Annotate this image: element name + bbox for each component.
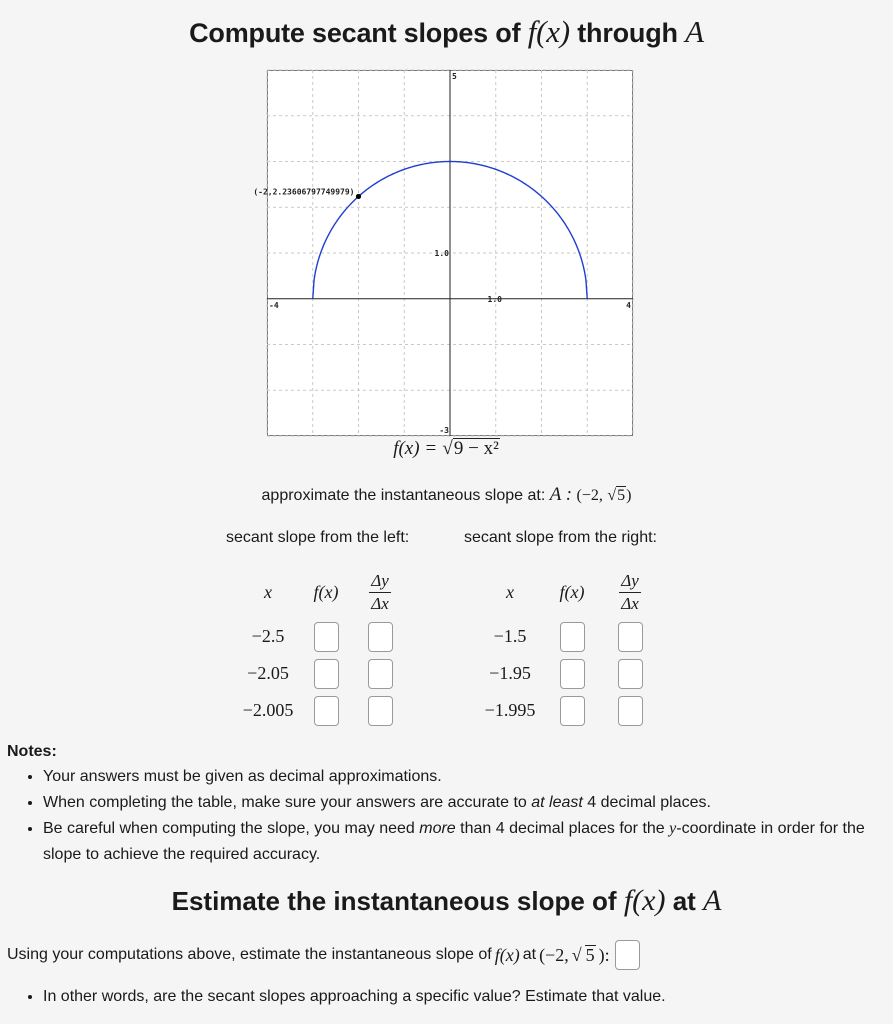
fx-input[interactable] bbox=[314, 622, 339, 652]
estimate-prompt: Using your computations above, estimate the instantaneous slope of f(x) at (−2, √ 5 ): bbox=[7, 940, 640, 970]
notes-title: Notes: bbox=[7, 743, 57, 760]
x-value: −1.995 bbox=[484, 700, 536, 720]
fx-input[interactable] bbox=[314, 696, 339, 726]
x-value: −2.05 bbox=[247, 663, 289, 683]
right-secant-label: secant slope from the right: bbox=[464, 529, 657, 546]
approximate-slope-prompt: approximate the instantaneous slope at: A : (−2, √5) bbox=[261, 484, 632, 505]
header-fx: f(x) bbox=[313, 581, 339, 602]
table-row bbox=[236, 655, 408, 692]
header-x: x bbox=[264, 581, 272, 602]
note-item: • Your answers must be given as decimal approximations. bbox=[43, 764, 887, 790]
slope-input[interactable] bbox=[368, 659, 393, 689]
tick-label-x-max: 4 bbox=[626, 300, 631, 310]
hint-section bbox=[7, 988, 887, 1006]
graph-canvas bbox=[253, 70, 633, 436]
slope-input[interactable] bbox=[618, 696, 643, 726]
right-secant-table bbox=[475, 566, 661, 729]
title-function: f(x) bbox=[527, 14, 570, 49]
note-item: • When completing the table, make sure your answers are accurate to at least 4 decimal places. bbox=[43, 790, 887, 816]
slope-input[interactable] bbox=[368, 622, 393, 652]
title-point: A bbox=[685, 14, 704, 49]
slope-input[interactable] bbox=[618, 659, 643, 689]
tick-label-y-min: -3 bbox=[439, 426, 449, 435]
tick-label-y-unit: 1.0 bbox=[434, 249, 449, 258]
tick-label-x-min: -4 bbox=[269, 300, 279, 310]
tick-label-y-max: 5 bbox=[452, 72, 457, 81]
function-label: f(x) = √9 − x² bbox=[393, 438, 499, 459]
fx-input[interactable] bbox=[560, 659, 585, 689]
left-secant-table bbox=[236, 566, 408, 729]
table-row bbox=[236, 692, 408, 729]
x-value: −1.95 bbox=[489, 663, 531, 683]
point-a-label: (-2,2.23606797749979) bbox=[253, 187, 355, 197]
notes-section bbox=[7, 743, 887, 868]
fx-input[interactable] bbox=[560, 622, 585, 652]
header-fx: f(x) bbox=[559, 581, 585, 602]
note-item: • Be careful when computing the slope, you may need more than 4 decimal places for the y-coordinate in order for the slope to achieve the required accuracy. bbox=[43, 816, 887, 868]
tick-label-x-unit: 1.0 bbox=[487, 294, 502, 304]
table-row bbox=[475, 655, 661, 692]
instantaneous-slope-input[interactable] bbox=[615, 940, 640, 970]
table-row bbox=[236, 618, 408, 655]
slope-input[interactable] bbox=[368, 696, 393, 726]
header-slope: $\frac{\Delta y}{\Delta x}$ bbox=[371, 570, 389, 613]
slope-input[interactable] bbox=[618, 622, 643, 652]
header-slope: $\frac{\Delta y}{\Delta x}$ bbox=[621, 570, 639, 613]
fx-input[interactable] bbox=[314, 659, 339, 689]
table-row bbox=[475, 618, 661, 655]
table-row bbox=[475, 692, 661, 729]
x-value: −2.005 bbox=[242, 700, 294, 720]
function-radicand: 9 − x² bbox=[453, 438, 499, 459]
header-x: x bbox=[506, 581, 514, 602]
x-value: −2.5 bbox=[251, 626, 285, 646]
x-value: −1.5 bbox=[493, 626, 527, 646]
function-graph bbox=[253, 70, 633, 436]
estimate-heading: Estimate the instantaneous slope of f(x) at A bbox=[171, 884, 722, 917]
point-a-marker bbox=[356, 194, 361, 199]
left-secant-label: secant slope from the left: bbox=[226, 529, 410, 546]
hint-item: • In other words, are the secant slopes approaching a specific value? Estimate that value. bbox=[43, 988, 887, 1006]
page-title: Compute secant slopes of f(x) through A bbox=[189, 14, 704, 49]
fx-input[interactable] bbox=[560, 696, 585, 726]
